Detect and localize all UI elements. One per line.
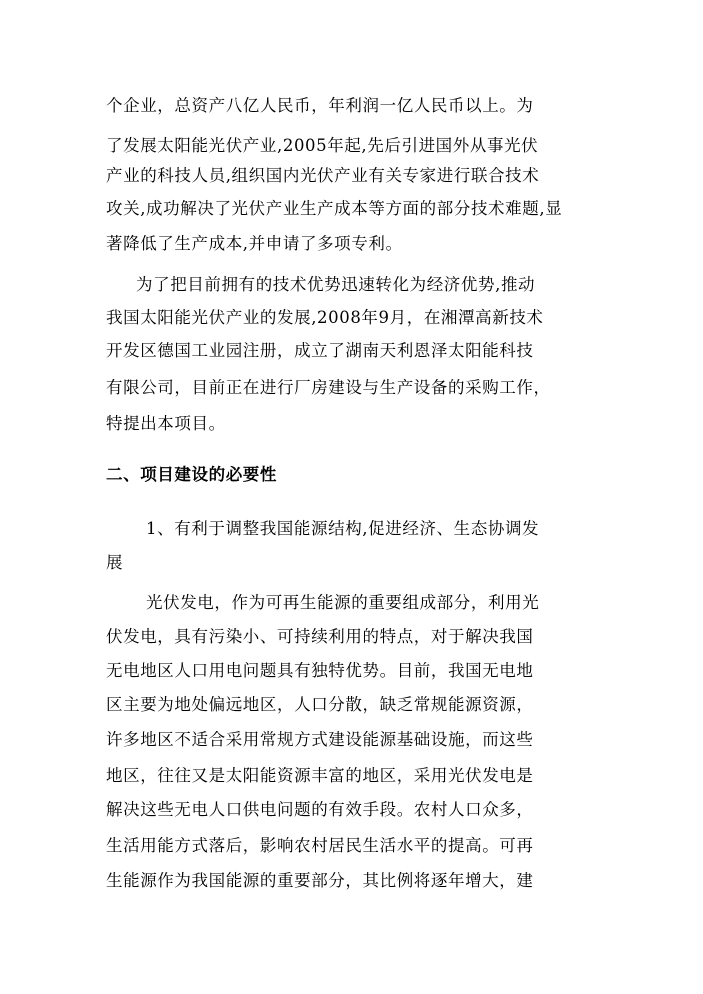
paragraph-1-line-3: 产业的科技人员,组织国内光伏产业有关专家进行联合技术 — [106, 166, 540, 185]
paragraph-2-line-3: 开发区德国工业园注册，成立了湖南天利恩泽太阳能科技 — [106, 341, 534, 360]
paragraph-1-line-2: 了发展太阳能光伏产业,2005年起,先后引进国外从事光伏 — [106, 136, 539, 155]
paragraph-3-line-2: 伏发电，具有污染小、可持续利用的特点，对于解决我国 — [106, 627, 534, 646]
paragraph-3-line-3: 无电地区人口用电问题具有独特优势。目前，我国无电地 — [106, 661, 534, 680]
subheading-line-1: 1、有利于调整我国能源结构,促进经济、生态协调发 — [146, 519, 540, 538]
paragraph-2-line-5: 特提出本项目。 — [106, 414, 226, 433]
paragraph-3-line-1: 光伏发电，作为可再生能源的重要组成部分，利用光 — [146, 593, 540, 612]
paragraph-3-line-4: 区主要为地处偏远地区，人口分散，缺乏常规能源资源， — [106, 695, 534, 714]
paragraph-2-line-4: 有限公司，目前正在进行厂房建设与生产设备的采购工作， — [106, 378, 551, 397]
paragraph-1-line-4: 攻关,成功解决了光伏产业生产成本等方面的部分技术难题,显 — [106, 199, 563, 218]
paragraph-2-line-2: 我国太阳能光伏产业的发展,2008年9月，在湘潭高新技术 — [106, 308, 544, 327]
paragraph-1-line-5: 著降低了生产成本,并申请了多项专利。 — [106, 234, 403, 253]
subheading-line-2: 展 — [106, 553, 124, 572]
section-heading: 二、项目建设的必要性 — [106, 465, 277, 484]
paragraph-3-line-6: 地区，往往又是太阳能资源丰富的地区，采用光伏发电是 — [106, 766, 534, 785]
paragraph-1-line-1: 个企业，总资产八亿人民币，年利润一亿人民币以上。为 — [106, 96, 534, 115]
paragraph-3-line-8: 生活用能方式落后，影响农村居民生活水平的提高。可再 — [106, 836, 534, 855]
paragraph-2-line-1: 为了把目前拥有的技术优势迅速转化为经济优势,推动 — [136, 275, 536, 294]
paragraph-3-line-5: 许多地区不适合采用常规方式建设能源基础设施，而这些 — [106, 730, 534, 749]
paragraph-3-line-9: 生能源作为我国能源的重要部分，其比例将逐年增大，建 — [106, 871, 534, 890]
paragraph-3-line-7: 解决这些无电人口供电问题的有效手段。农村人口众多， — [106, 800, 534, 819]
